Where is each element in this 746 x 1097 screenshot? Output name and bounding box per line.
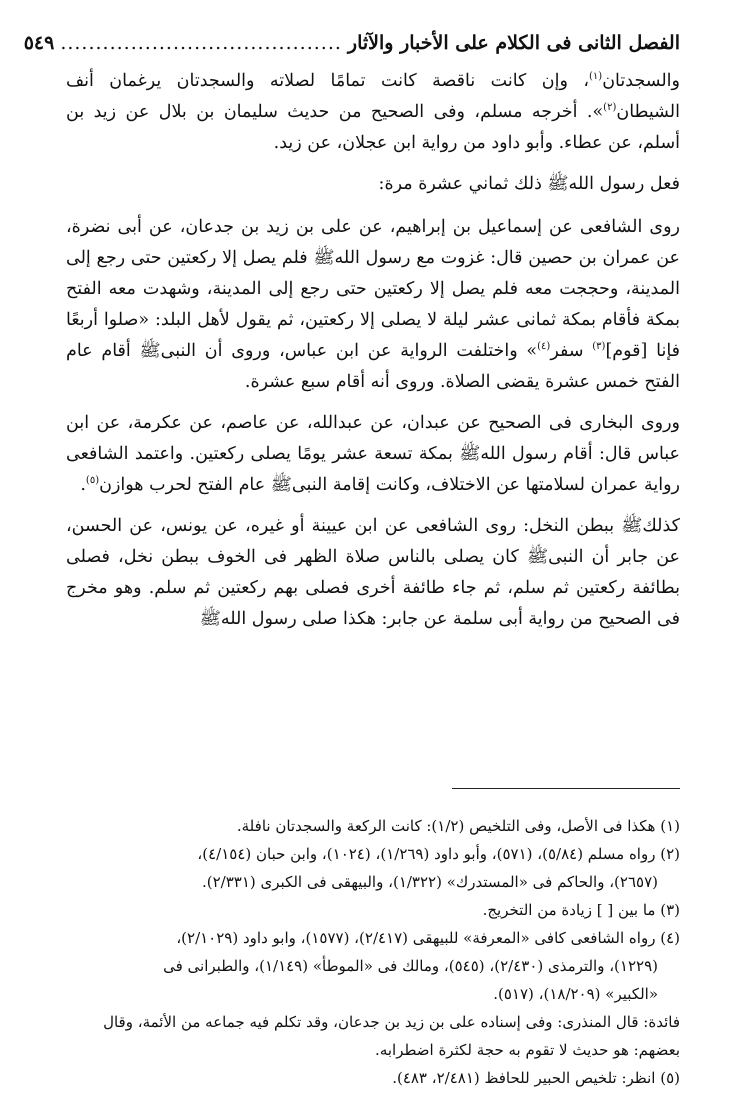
footnote-2-continued: (٢٦٥٧)، والحاكم فى «المستدرك» (١/٣٢٢)، والبيهقى فى الكبرى (٢/٣٣١). bbox=[202, 873, 658, 891]
benefit-note-continued: بعضهم: هو حديث لا تقوم به حجة لكثرة اضطرابه. bbox=[375, 1041, 680, 1059]
footnote-2: (٢) رواه مسلم (٥/٨٤)، (٥٧١)، وأبو داود (١/٢٦٩)، (١٠٢٤)، وابن حبان (٤/١٥٤)، bbox=[197, 845, 680, 863]
footnote-1: (١) هكذا فى الأصل، وفى التلخيص (١/٢): كانت الركعة والسجدتان نافلة. bbox=[236, 817, 680, 835]
paragraph-4: وروى البخارى فى الصحيح عن عبدان، عن عبدالله، عن عاصم، عن عكرمة، عن ابن عباس قال: أقام رسول اللهﷺ بمكة تسعة عشر يومًا يصلى ركعتين. واعتمد الشافعى رواية عمران لسلامتها عن الاختلاف، وكانت إقامة النبىﷺ عام الفتح لحرب هوازن$^{(٥)}$. bbox=[66, 413, 680, 495]
footnote-4-continued-2: «الكبير» (١٨/٢٠٩)، (٥١٧). bbox=[493, 985, 658, 1003]
header-leader-dots: ........................................ bbox=[60, 32, 342, 54]
footnote-ref-1[interactable]: (١) bbox=[589, 71, 603, 83]
running-header bbox=[23, 32, 680, 54]
footnote-ref-4[interactable]: (٤) bbox=[537, 341, 551, 353]
footnote-5: (٥) انظر: تلخيص الحبير للحافظ (٢/٤٨١، ٤٨٣). bbox=[392, 1069, 680, 1087]
paragraph-1: والسجدتان$^{(١)}$، وإن كانت ناقصة كانت تمامًا لصلاته والسجدتان يرغمان أنف الشيطان$^{(٢)}$». أخرجه مسلم، وفى الصحيح من حديث سليمان بن بلال عن زيد بن أسلم، عن عطاء. وأبو داود من رواية ابن عجلان، عن زيد. bbox=[66, 71, 680, 153]
chapter-title: الفصل الثانى فى الكلام على الأخبار والآثار bbox=[347, 32, 680, 54]
paragraph-2-heading: فعل رسول اللهﷺ ذلك ثماني عشرة مرة: bbox=[378, 174, 680, 194]
footnotes bbox=[66, 812, 680, 1092]
footnote-3: (٣) ما بين [ ] زيادة من التخريج. bbox=[482, 901, 680, 919]
paragraph-3: روى الشافعى عن إسماعيل بن إبراهيم، عن على بن زيد بن جدعان، عن أبى نضرة، عن عمران بن حصين قال: غزوت مع رسول اللهﷺ فلم يصل إلا ركعتين حتى رجع إلى المدينة، وحججت معه فلم يصل إلا ركعتين حتى رجع إلى المدينة، وشهدت معه الفتح بمكة فأقام بمكة ثمانى عشر ليلة لا يصلى إلا ركعتين، ثم يقول لأهل البلد: «صلوا أربعًا فإنا [قوم]$^{(٣)}$ سفر$^{(٤)}$» واختلفت الرواية عن ابن عباس، وروى أن النبىﷺ أقام عام الفتح خمس عشرة يقضى الصلاة. وروى أنه أقام سبع عشرة. bbox=[66, 217, 681, 392]
main-text bbox=[66, 66, 680, 645]
benefit-note: فائدة: قال المنذرى: وفى إسناده على بن زيد بن جدعان، وقد تكلم فيه جماعه من الأئمة، وقال bbox=[103, 1013, 680, 1031]
footnote-ref-2[interactable]: (٢) bbox=[603, 102, 617, 114]
paragraph-5: كذلكﷺ ببطن النخل: روى الشافعى عن ابن عيينة أو غيره، عن يونس، عن الحسن، عن جابر أن النبىﷺ كان يصلى بالناس صلاة الظهر فى الخوف ببطن نخل، فصلى بطائفة ركعتين ثم سلم، ثم جاء طائفة أخرى فصلى بهم ركعتين ثم سلم. وهو مخرج فى الصحيح من رواية أبى سلمة عن جابر: هكذا صلى رسول اللهﷺ bbox=[66, 516, 680, 629]
footnote-separator bbox=[452, 788, 680, 789]
footnote-ref-5[interactable]: (٥) bbox=[85, 475, 100, 487]
page-number: ٥٤٩ bbox=[23, 32, 55, 54]
footnote-ref-3[interactable]: (٣) bbox=[592, 341, 606, 353]
footnote-4: (٤) رواه الشافعى كافى «المعرفة» للبيهقى (٢/٤١٧)، (١٥٧٧)، وابو داود (٢/١٠٢٩)، bbox=[176, 929, 680, 947]
footnote-4-continued-1: (١٢٢٩)، والترمذى (٢/٤٣٠)، (٥٤٥)، ومالك فى «الموطأ» (١/١٤٩)، والطبرانى فى bbox=[163, 957, 658, 975]
